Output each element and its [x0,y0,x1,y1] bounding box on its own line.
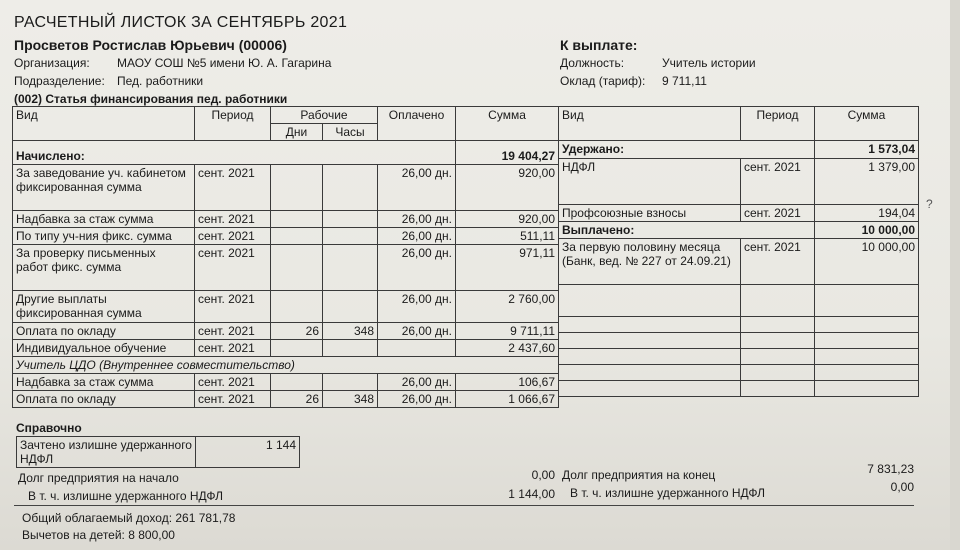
salary-value: 9 711,11 [662,74,707,88]
table-row [13,391,559,408]
accrued-row [13,141,559,165]
debt-end-excess-label: В т. ч. излишне удержанного НДФЛ [570,486,765,500]
col-vid-right: Вид [559,107,741,141]
debt-start-excess-value: 1 144,00 [508,487,555,501]
row-period: сент. 2021 [195,228,271,245]
dept-value: Пед. работники [117,74,204,88]
row-period: сент. 2021 [741,205,815,222]
col-period: Период [195,107,271,141]
section-cdo-label: Учитель ЦДО (Внутреннее совместительство) [13,357,559,374]
row-hours [323,291,378,323]
row-hours [323,165,378,211]
table-row [13,165,559,211]
row-vid: НДФЛ [559,159,741,205]
table-row [559,205,919,222]
col-paid: Оплачено [378,107,456,141]
row-vid: Индивидуальное обучение [13,340,195,357]
col-hours: Часы [323,124,378,141]
table-row [13,374,559,391]
withheld-label: Удержано: [559,141,815,159]
debt-start-label: Долг предприятия на начало [18,471,179,485]
accrued-total: 19 404,27 [456,141,559,165]
row-period: сент. 2021 [195,291,271,323]
row-vid: Надбавка за стаж сумма [13,374,195,391]
row-period: сент. 2021 [195,323,271,340]
row-hours [323,374,378,391]
row-hours: 348 [323,323,378,340]
row-days [271,291,323,323]
funding-article: (002) Статья финансирования пед. работники [14,92,288,106]
row-days [271,211,323,228]
row-hours: 348 [323,391,378,408]
col-days: Дни [271,124,323,141]
row-hours [323,228,378,245]
position-value: Учитель истории [662,56,756,70]
dept-label: Подразделение: [14,74,105,88]
row-sum: 920,00 [456,165,559,211]
employee-name: Просветов Ростислав Юрьевич (00006) [14,37,287,53]
row-hours [323,340,378,357]
row-period: сент. 2021 [195,165,271,211]
deductions-table [558,106,919,397]
col-work: Рабочие [271,107,378,124]
row-days [271,340,323,357]
debt-end-value: 7 831,23 [867,462,914,476]
table-row [13,228,559,245]
payslip-title: РАСЧЕТНЫЙ ЛИСТОК ЗА СЕНТЯБРЬ 2021 [14,14,348,31]
section-row [13,357,559,374]
table-row [13,211,559,228]
row-days [271,165,323,211]
row-vid: Оплата по окладу [13,323,195,340]
row-paid [378,340,456,357]
accrued-label: Начислено: [13,141,456,165]
row-vid: За первую половину месяца (Банк, вед. № 227 от 24.09.21) [559,239,741,285]
row-vid: За проверку письменных работ фикс. сумма [13,245,195,291]
row-paid: 26,00 дн. [378,291,456,323]
row-vid: За заведование уч. кабинетом фиксированная сумма [13,165,195,211]
accruals-table [12,106,559,408]
taxable-income: Общий облагаемый доход: 261 781,78 [22,511,236,525]
row-days [271,228,323,245]
org-value: МАОУ СОШ №5 имени Ю. А. Гагарина [117,56,332,70]
row-period: сент. 2021 [741,159,815,205]
position-label: Должность: [560,56,625,70]
col-sum: Сумма [456,107,559,141]
paid-total: 10 000,00 [815,222,919,239]
divider [14,505,914,506]
table-row [559,239,919,285]
debt-start-value: 0,00 [531,468,555,482]
row-sum: 1 066,67 [456,391,559,408]
row-period: сент. 2021 [195,211,271,228]
table-row [13,323,559,340]
row-sum: 2 760,00 [456,291,559,323]
row-paid: 26,00 дн. [378,323,456,340]
row-sum: 1 379,00 [815,159,919,205]
excess-ndfl-value: 1 144 [196,437,300,468]
row-vid: Профсоюзные взносы [559,205,741,222]
row-paid: 26,00 дн. [378,245,456,291]
to-pay-label: К выплате: [560,37,638,53]
row-sum: 2 437,60 [456,340,559,357]
row-hours [323,245,378,291]
row-vid: Надбавка за стаж сумма [13,211,195,228]
row-paid: 26,00 дн. [378,211,456,228]
debt-end-excess-value: 0,00 [890,480,914,494]
table-row [13,340,559,357]
row-paid: 26,00 дн. [378,228,456,245]
row-paid: 26,00 дн. [378,165,456,211]
reference-title: Справочно [16,421,82,435]
row-period: сент. 2021 [741,239,815,285]
row-sum: 194,04 [815,205,919,222]
col-period-right: Период [741,107,815,141]
row-paid: 26,00 дн. [378,391,456,408]
row-sum: 10 000,00 [815,239,919,285]
row-days: 26 [271,391,323,408]
row-days [271,374,323,391]
row-sum: 971,11 [456,245,559,291]
paid-label: Выплачено: [559,222,815,239]
row-period: сент. 2021 [195,391,271,408]
row-vid: Другие выплаты фиксированная сумма [13,291,195,323]
row-days: 26 [271,323,323,340]
withheld-total: 1 573,04 [815,141,919,159]
pencil-mark: ? [926,197,933,211]
withheld-row [559,141,919,159]
table-row [13,291,559,323]
row-period: сент. 2021 [195,340,271,357]
row-sum: 106,67 [456,374,559,391]
row-vid: По типу уч-ния фикс. сумма [13,228,195,245]
org-label: Организация: [14,56,90,70]
col-vid: Вид [13,107,195,141]
table-row [13,245,559,291]
row-paid: 26,00 дн. [378,374,456,391]
child-deductions: Вычетов на детей: 8 800,00 [22,528,175,542]
row-vid: Оплата по окладу [13,391,195,408]
paid-row [559,222,919,239]
salary-label: Оклад (тариф): [560,74,646,88]
debt-end-label: Долг предприятия на конец [562,468,716,482]
row-sum: 9 711,11 [456,323,559,340]
row-days [271,245,323,291]
row-hours [323,211,378,228]
excess-ndfl-box [16,436,300,468]
excess-ndfl-label: Зачтено излишне удержанного НДФЛ [17,437,196,468]
debt-start-excess-label: В т. ч. излишне удержанного НДФЛ [28,489,223,503]
col-sum-right: Сумма [815,107,919,141]
row-period: сент. 2021 [195,245,271,291]
table-row [559,159,919,205]
row-sum: 511,11 [456,228,559,245]
row-sum: 920,00 [456,211,559,228]
row-period: сент. 2021 [195,374,271,391]
